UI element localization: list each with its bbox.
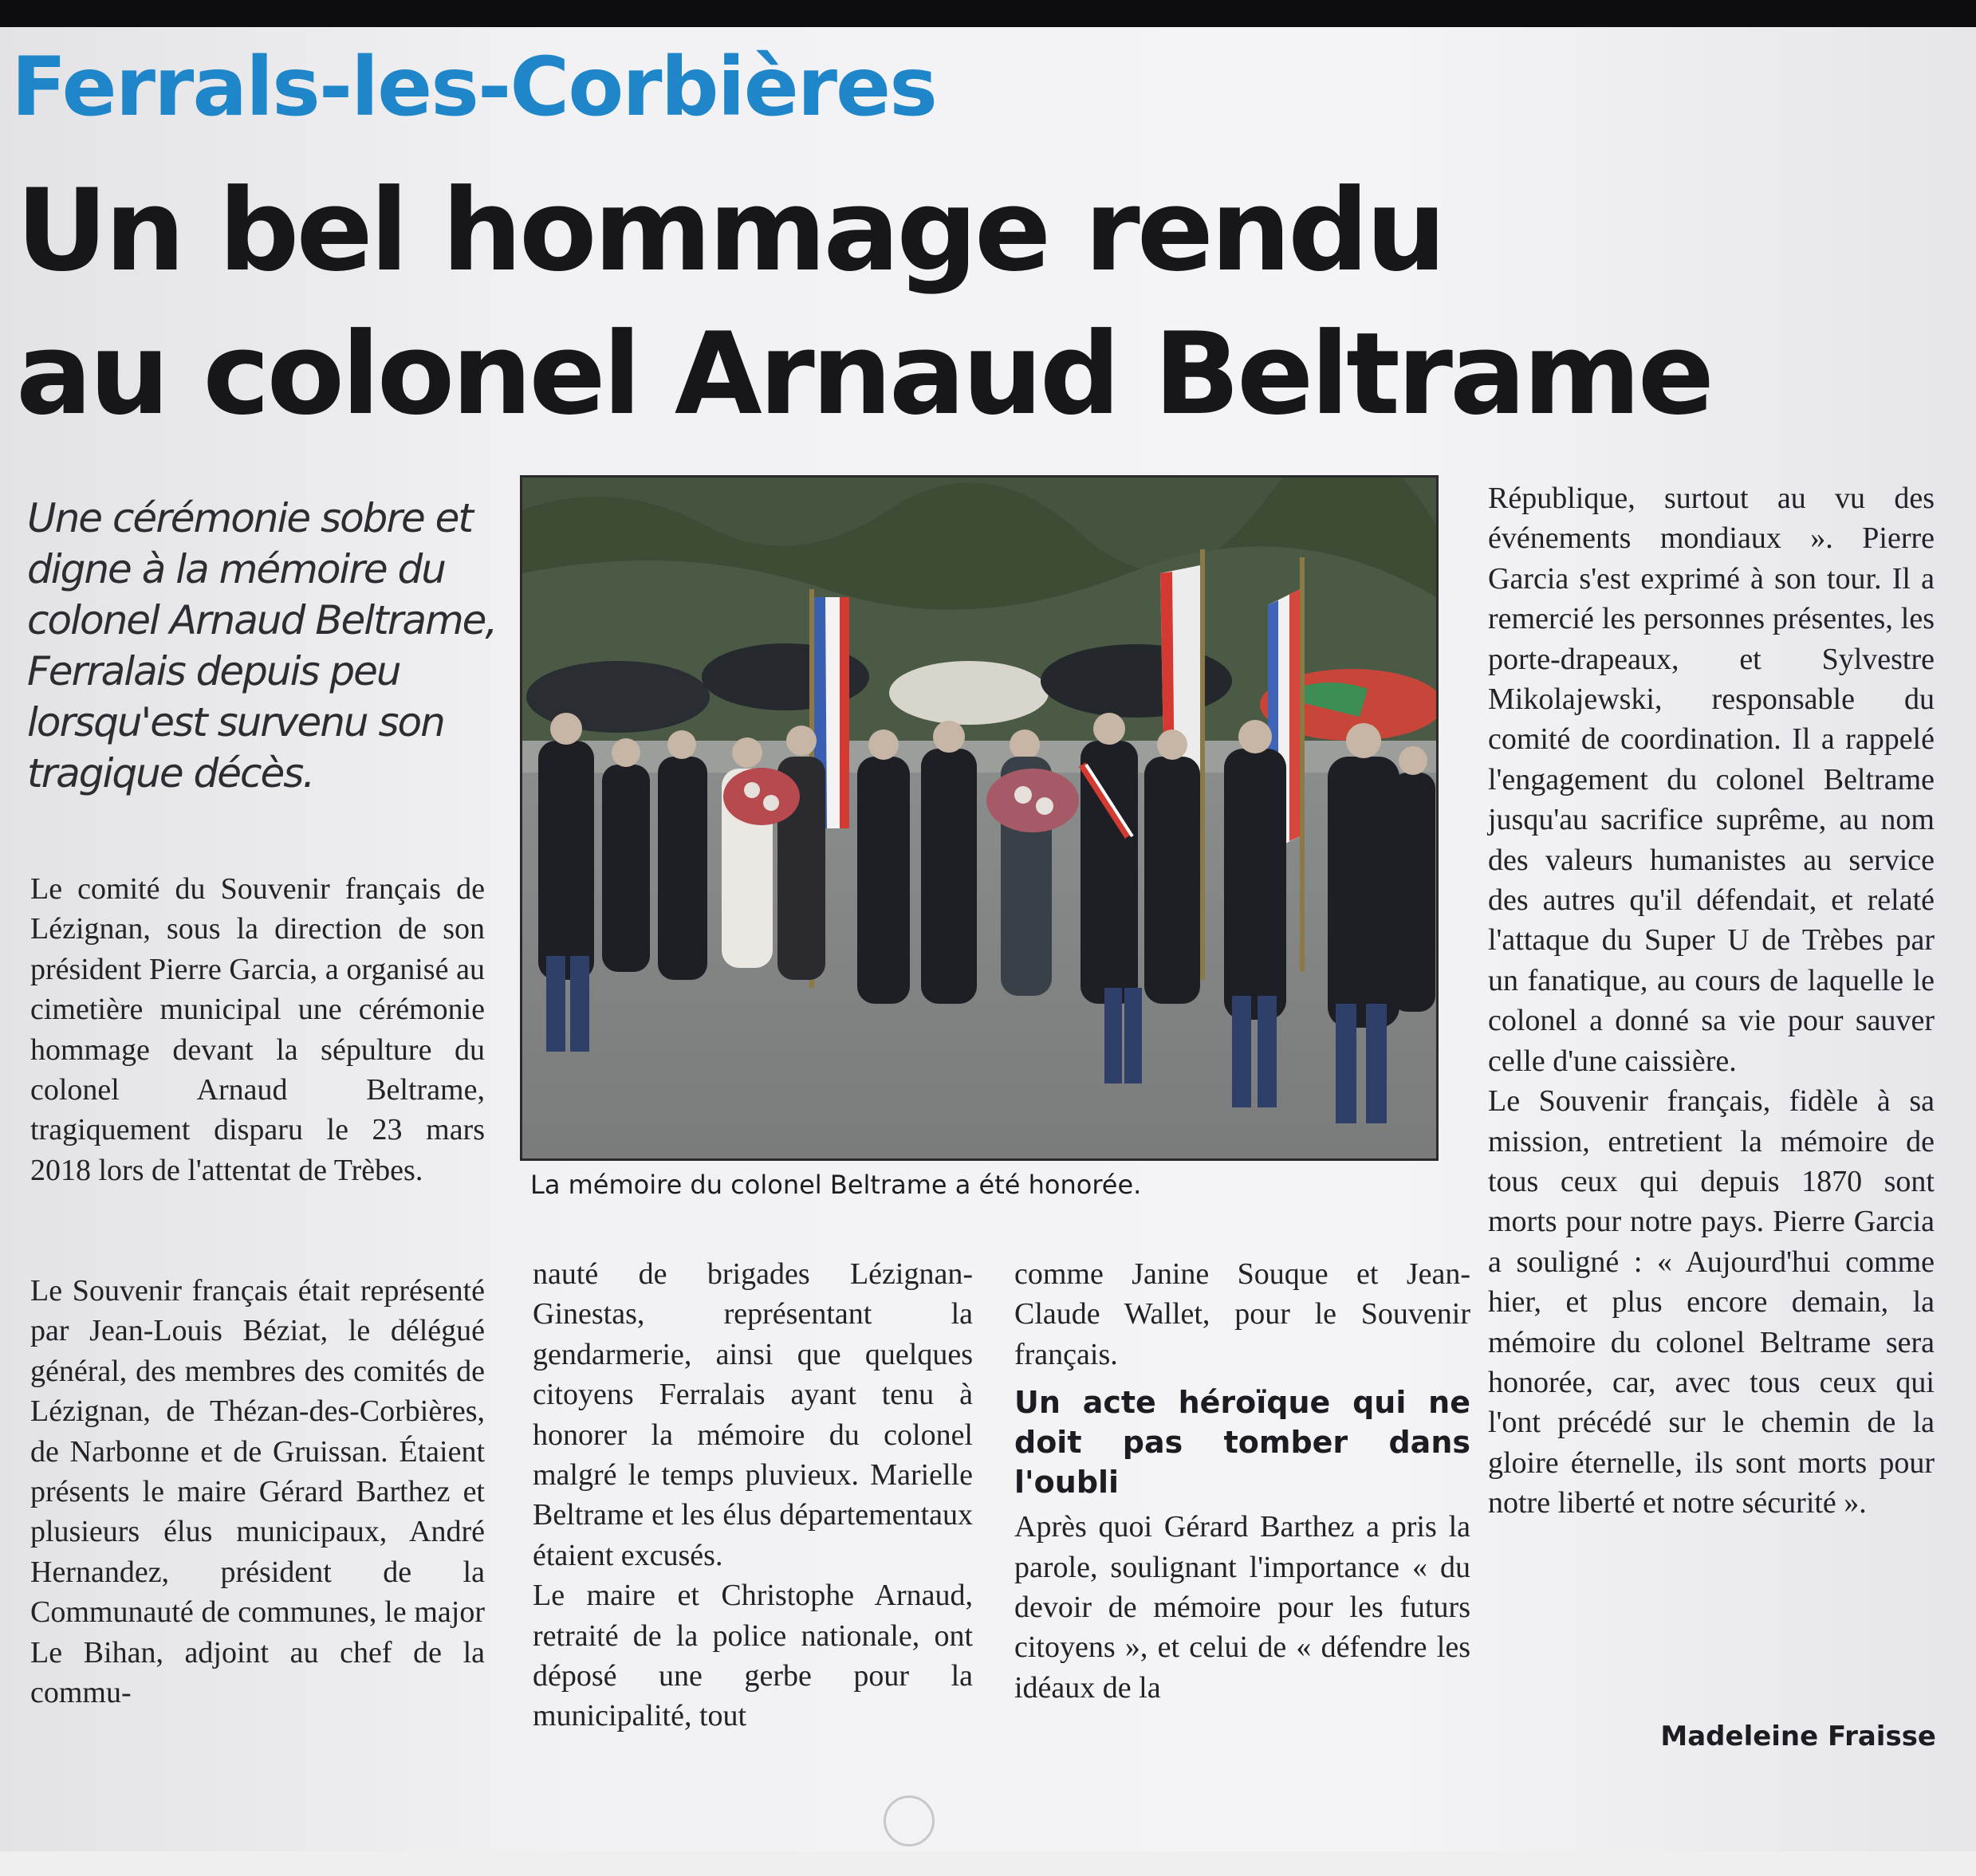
paragraph: Après quoi Gérard Barthez a pris la parole, soulignant l'importance « du devoir de mémoire pour les futurs citoyens », et celui de « défendre les idéaux de la xyxy=(1014,1510,1470,1705)
column-1-body xyxy=(30,1271,485,1713)
paragraph: Le maire et Christophe Arnaud, retraité de la police nationale, ont déposé une gerbe pour la municipalité, tout xyxy=(533,1579,973,1733)
paragraph: République, surtout au vu des événements mondiaux ». Pierre Garcia s'est exprimé à son tour. Il a remercié les personnes présentes, les porte-drapeaux, et Sylvestre Mikolajewski, responsable du comité de coordination. Il a rappelé l'engagement du colonel Beltrame jusqu'au sacrifice suprême, au nom des valeurs humanistes au service des autres qu'il défendait, et relaté l'attaque du Super U de Trèbes par un fanatique, au cours de laquelle le colonel a donné sa vie pour sauver celle d'une caissière. xyxy=(1488,482,1935,1078)
headline-line-1: Un bel hommage rendu xyxy=(16,165,1443,297)
column-1-intro xyxy=(30,869,485,1190)
column-2 xyxy=(533,1254,973,1736)
paragraph: comme Janine Souque et Jean-Claude Wallet, pour le Souvenir français. xyxy=(1014,1257,1470,1371)
paragraph: Le Souvenir français, fidèle à sa mission, entretient la mémoire de tous ceux qui depuis 1870 sont morts pour notre pays. Pierre Garcia a souligné : « Aujourd'hui comme hier, et plus encore demain, la mémoire du colonel Beltrame sera honorée, car, avec tous ceux qui l'ont précédé sur le chemin de la gloire éternelle, ils sont morts pour notre liberté et notre sécurité ». xyxy=(1488,1084,1935,1520)
screen-top-bezel xyxy=(0,0,1976,27)
headline xyxy=(16,159,1711,446)
article-photo xyxy=(520,475,1439,1161)
column-3 xyxy=(1014,1254,1470,1708)
column-4 xyxy=(1488,478,1935,1524)
photo-caption: La mémoire du colonel Beltrame a été honorée. xyxy=(530,1170,1142,1200)
headline-line-2: au colonel Arnaud Beltrame xyxy=(16,309,1712,440)
ceremony-photo-illustration xyxy=(522,478,1436,1158)
paragraph: Le comité du Souvenir français de Lézignan, sous la direction de son président Pierre Garcia, a organisé au cimetière municipal une cérémonie hommage devant la sépulture du colonel Arnaud Beltrame, tragiquement disparu le 23 mars 2018 lors de l'attentat de Trèbes. xyxy=(30,872,485,1187)
locality-title: Ferrals-les-Corbières xyxy=(11,40,936,135)
article-lead: Une cérémonie sobre et digne à la mémoire du colonel Arnaud Beltrame, Ferralais depuis peu lorsqu'est survenu son tragique décès. xyxy=(27,495,497,796)
section-subheading: Un acte héroïque qui ne doit pas tomber dans l'oubli xyxy=(1014,1385,1470,1500)
home-button-icon[interactable] xyxy=(884,1795,935,1847)
screen-bottom-edge xyxy=(0,1851,1976,1876)
author-signature: Madeleine Fraisse xyxy=(1660,1721,1936,1752)
paragraph: Le Souvenir français était représenté par Jean-Louis Béziat, le délégué général, des membres des comités de Lézignan, de Thézan-des-Corbières, de Narbonne et de Gruissan. Étaient présents le maire Gérard Barthez et plusieurs élus municipaux, André Hernandez, président de la Communauté de communes, le major Le Bihan, adjoint au chef de la commu- xyxy=(30,1274,485,1710)
paragraph: nauté de brigades Lézignan-Ginestas, représentant la gendarmerie, ainsi que quelques citoyens Ferralais ayant tenu à honorer la mémoire du colonel malgré le temps pluvieux. Marielle Beltrame et les élus départementaux étaient excusés. xyxy=(533,1257,973,1572)
